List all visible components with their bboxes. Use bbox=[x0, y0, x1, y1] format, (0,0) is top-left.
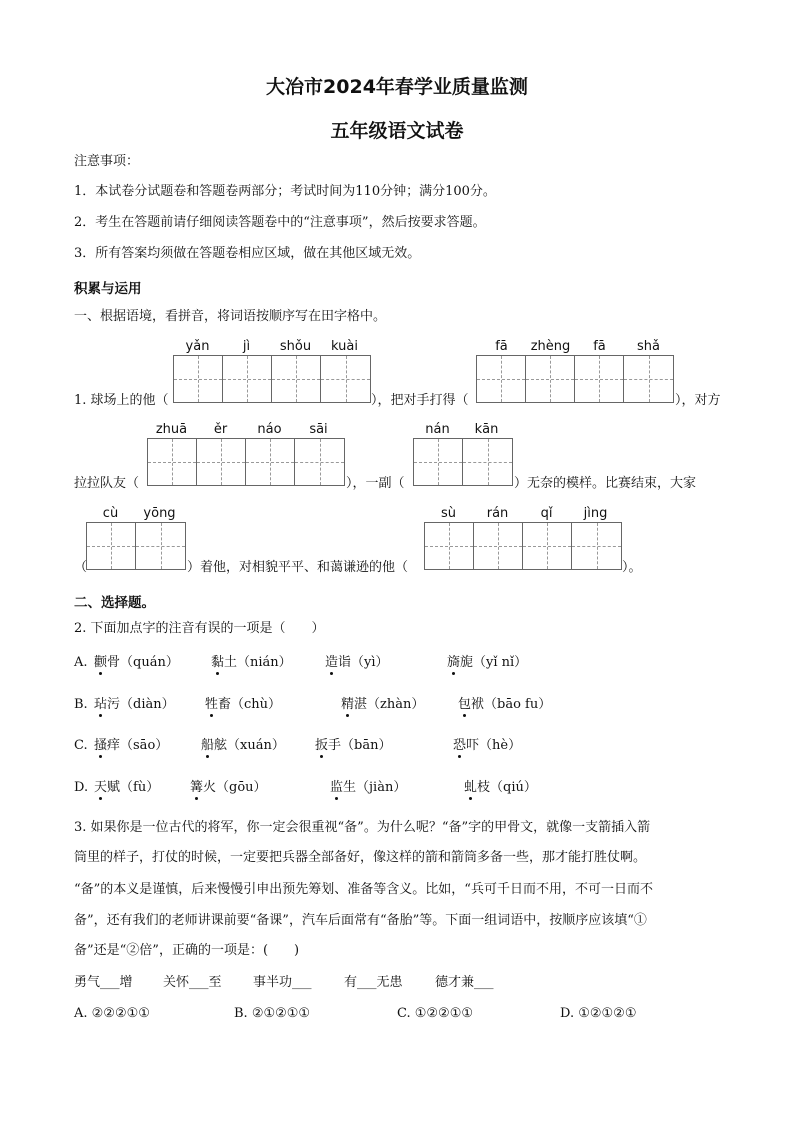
option-label: D. bbox=[74, 780, 89, 795]
fill-blank-phrase: 有___无患 bbox=[344, 975, 403, 990]
tianzige-answer-grid[interactable] bbox=[173, 355, 371, 403]
option-word: 牲畜（chù） bbox=[205, 697, 282, 712]
pinyin-label: sù bbox=[440, 506, 456, 521]
option-word: 精湛（zhàn） bbox=[341, 697, 425, 712]
option-word: 船舷（xuán） bbox=[201, 738, 285, 753]
pinyin-label: jìng bbox=[583, 506, 608, 521]
option-word: 玷污（diàn） bbox=[94, 697, 175, 712]
pinyin-label: nán bbox=[425, 422, 450, 437]
answer-option-a: A. ②②②①① bbox=[74, 1006, 150, 1021]
pinyin-label: yōng bbox=[143, 506, 176, 521]
pinyin-label: zhuā bbox=[155, 422, 188, 437]
sentence-fragment: ）着他，对相貌平平、和蔼谦逊的他（ bbox=[187, 560, 409, 575]
option-label: C. bbox=[74, 738, 88, 753]
tianzige-answer-grid[interactable] bbox=[476, 355, 674, 403]
section-heading: 二、选择题。 bbox=[74, 595, 155, 611]
tianzige-answer-grid[interactable] bbox=[147, 438, 345, 486]
option-label: B. bbox=[74, 697, 88, 712]
question-text-line: 备”，还有我们的老师讲课前要“备课”，汽车后面常有“备胎”等。下面一组词语中，按顺序应该填“① bbox=[74, 913, 647, 928]
fill-blank-phrase: 事半功___ bbox=[253, 975, 312, 990]
answer-option-c: C. ①②②①① bbox=[397, 1006, 474, 1021]
option-word: 篝火（gōu） bbox=[190, 780, 267, 795]
pinyin-label: kuài bbox=[331, 339, 358, 354]
pinyin-label: ěr bbox=[213, 422, 228, 437]
pinyin-label: yǎn bbox=[185, 339, 210, 354]
question-text-line: 3. 如果你是一位古代的将军，你一定会很重视“备”。为什么呢？“备”字的甲骨文，就像一支箭插入箭 bbox=[74, 820, 651, 835]
pinyin-label: shǎ bbox=[637, 339, 660, 354]
page-subtitle: 五年级语文试卷 bbox=[330, 120, 464, 142]
section-heading: 积累与运用 bbox=[74, 281, 142, 297]
option-word: 扳手（bān） bbox=[315, 738, 392, 753]
question-text-line: 备”还是“②倍”，正确的一项是：( ) bbox=[74, 943, 300, 958]
pinyin-label: cù bbox=[102, 506, 119, 521]
sentence-fragment: ），把对手打得（ bbox=[371, 393, 469, 408]
sentence-fragment: （ bbox=[74, 560, 88, 575]
pinyin-label: náo bbox=[257, 422, 282, 437]
fill-blank-phrase: 关怀___至 bbox=[163, 975, 222, 990]
note-item: 2．考生在答题前请仔细阅读答题卷中的“注意事项”，然后按要求答题。 bbox=[74, 215, 486, 230]
question-text-line: “备”的本义是谨慎，后来慢慢引申出预先筹划、准备等含义。比如，“兵可千日而不用，不可一日而不 bbox=[74, 882, 653, 897]
answer-option-d: D. ①②①②① bbox=[560, 1006, 637, 1021]
option-word: 虬枝（qiú） bbox=[464, 780, 537, 795]
tianzige-answer-grid[interactable] bbox=[413, 438, 513, 486]
option-word: 监生（jiàn） bbox=[330, 780, 407, 795]
sentence-fragment: ），一副（ bbox=[346, 476, 405, 491]
pinyin-label: qǐ bbox=[540, 506, 553, 521]
option-word: 包袱（bāo fu） bbox=[458, 697, 552, 712]
notes-heading: 注意事项： bbox=[74, 154, 140, 169]
sentence-fragment: ），对方 bbox=[675, 393, 721, 408]
question-instruction: 一、根据语境，看拼音，将词语按顺序写在田字格中。 bbox=[74, 309, 387, 324]
option-word: 黏土（nián） bbox=[211, 655, 292, 670]
option-word: 颧骨（quán） bbox=[94, 655, 179, 670]
pinyin-label: zhèng bbox=[530, 339, 571, 354]
pinyin-label: sāi bbox=[309, 422, 328, 437]
page-title: 大冶市2024年春学业质量监测 bbox=[266, 76, 528, 98]
pinyin-label: shǒu bbox=[279, 339, 312, 354]
note-item: 1．本试卷分试题卷和答题卷两部分；考试时间为110分钟；满分100分。 bbox=[74, 184, 496, 199]
pinyin-label: jì bbox=[242, 339, 251, 354]
tianzige-answer-grid[interactable] bbox=[424, 522, 622, 570]
note-item: 3．所有答案均须做在答题卷相应区域，做在其他区域无效。 bbox=[74, 246, 421, 261]
option-word: 天赋（fù） bbox=[94, 780, 160, 795]
question-text-line: 筒里的样子，打仗的时候，一定要把兵器全部备好，像这样的箭和箭筒多备一些，那才能打胜仗啊。 bbox=[74, 850, 647, 865]
pinyin-label: rán bbox=[486, 506, 509, 521]
pinyin-label: kān bbox=[474, 422, 499, 437]
pinyin-label: fā bbox=[593, 339, 606, 354]
sentence-fragment: 拉拉队友（ bbox=[74, 476, 140, 491]
question-stem: 2. 下面加点字的注音有误的一项是（ ） bbox=[74, 621, 325, 636]
fill-blank-phrase: 德才兼___ bbox=[435, 975, 494, 990]
option-word: 搔痒（sāo） bbox=[94, 738, 169, 753]
fill-blank-phrase: 勇气___增 bbox=[74, 975, 133, 990]
option-label: A. bbox=[74, 655, 88, 670]
option-word: 恐吓（hè） bbox=[453, 738, 522, 753]
option-word: 造诣（yì） bbox=[325, 655, 389, 670]
option-word: 旖旎（yǐ nǐ） bbox=[447, 655, 528, 670]
sentence-fragment: 1. 球场上的他（ bbox=[74, 393, 169, 408]
pinyin-label: fā bbox=[495, 339, 508, 354]
tianzige-answer-grid[interactable] bbox=[86, 522, 186, 570]
sentence-fragment: ）无奈的模样。比赛结束，大家 bbox=[514, 476, 697, 491]
sentence-fragment: ）。 bbox=[622, 560, 642, 575]
answer-option-b: B. ②①②①① bbox=[234, 1006, 311, 1021]
